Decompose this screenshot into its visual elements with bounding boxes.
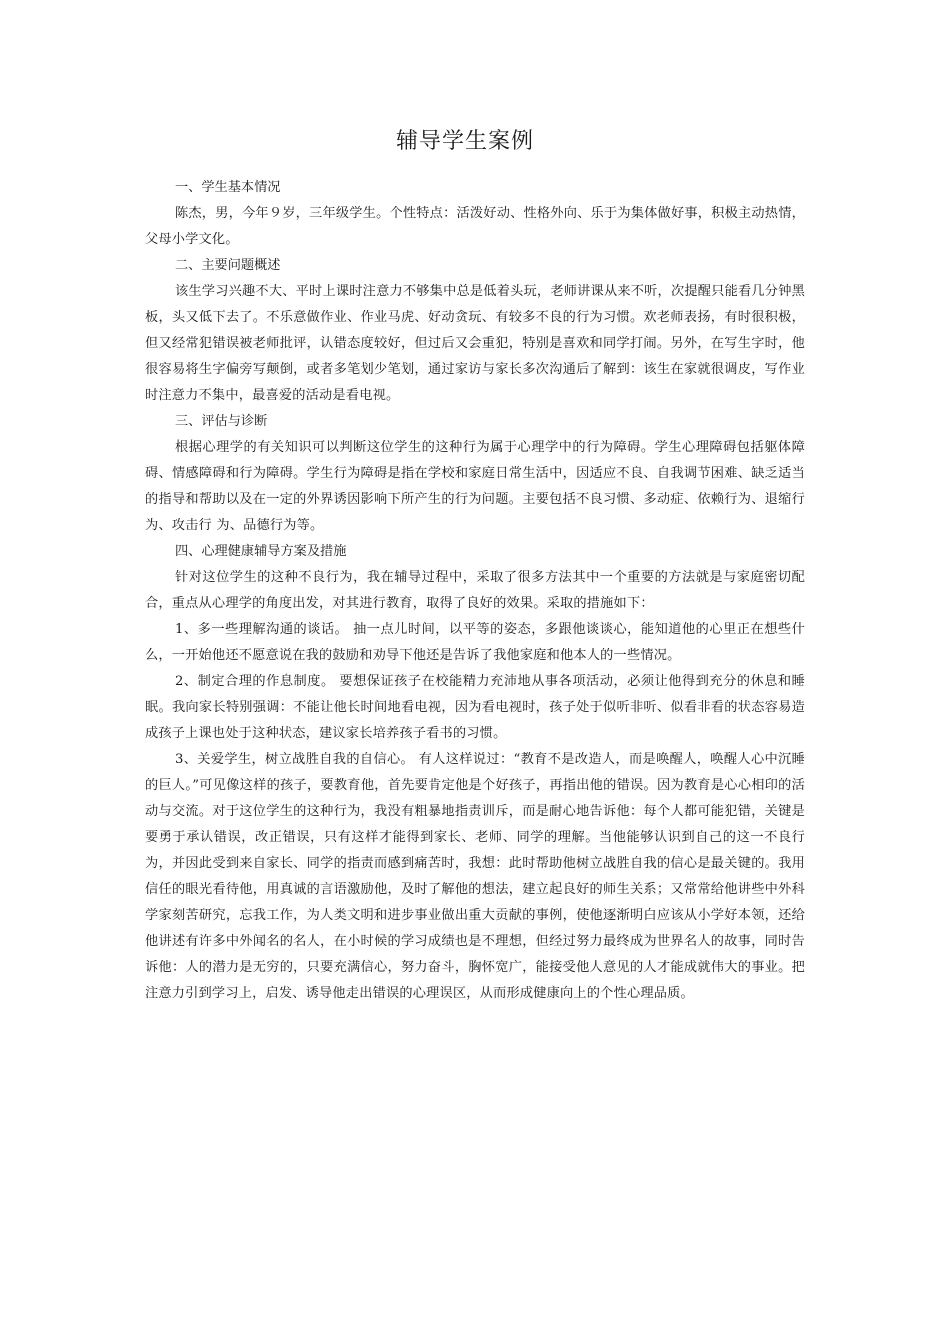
paragraph-measure-1: 1、多一些理解沟通的谈话。 抽一点儿时间，以平等的姿态，多跟他谈谈心，能知道他的心里正在想些什么，一开始他还不愿意说在我的鼓励和劝导下他还是告诉了我他家庭和他本人的一些情况。 (145, 622, 805, 663)
paragraph-plan-intro: 针对这位学生的这种不良行为，我在辅导过程中，采取了很多方法其中一个重要的方法就是与家庭密切配合，重点从心理学的角度出发，对其进行教育，取得了良好的效果。采取的措施如下： (145, 570, 805, 611)
section-heading-basic-info: 一、学生基本情况 (175, 180, 281, 195)
section-heading-main-problems: 二、主要问题概述 (175, 258, 281, 273)
document-title: 辅导学生案例 (395, 129, 534, 154)
paragraph-basic-info: 陈杰，男，今年９岁，三年级学生。个性特点：活泼好动、性格外向、乐于为集体做好事，积极主动热情，父母小学文化。 (145, 206, 805, 247)
paragraph-assessment: 根据心理学的有关知识可以判断这位学生的这种行为属于心理学中的行为障碍。学生心理障碍包括躯体障碍、情感障碍和行为障碍。学生行为障碍是指在学校和家庭日常生活中，因适应不良、自我调节困难、缺乏适当的指导和帮助以及在一定的外界诱因影响下所产生的行为问题。主要包括不良习惯、多动症、依赖行为、退缩行为、攻击行 为、品德行为等。 (145, 440, 805, 533)
paragraph-measure-3: 3、关爱学生，树立战胜自我的自信心。 有人这样说过：“教育不是改造人，而是唤醒人，唤醒人心中沉睡的巨人。”可见像这样的孩子，要教育他，首先要肯定他是个好孩子，再指出他的错误。因为教育是心心相印的活动与交流。对于这位学生的这种行为，我没有粗暴地指责训斥，而是耐心地告诉他：每个人都可能犯错，关键是要勇于承认错误，改正错误，只有这样才能得到家长、老师、同学的理解。当他能够认识到自己的这一不良行为，并因此受到来自家长、同学的指责而感到痛苦时，我想：此时帮助他树立战胜自我的信心是最关键的。我用信任的眼光看待他，用真诚的言语激励他，及时了解他的想法，建立起良好的师生关系；又常常给他讲些中外科学家刻苦研究，忘我工作，为人类文明和进步事业做出重大贡献的事例，使他逐渐明白应该从小学好本领，还给他讲述有许多中外闻名的名人，在小时候的学习成绩也是不理想，但经过努力最终成为世界名人的故事，同时告诉他：人的潜力是无穷的，只要充满信心，努力奋斗，胸怀宽广，能接受他人意见的人才能成就伟大的事业。把注意力引到学习上，启发、诱导他走出错误的心理误区，从而形成健康向上的个性心理品质。 (145, 752, 805, 1001)
section-heading-plan: 四、心理健康辅导方案及措施 (175, 544, 347, 559)
paragraph-measure-2: 2、制定合理的作息制度。 要想保证孩子在校能精力充沛地从事各项活动，必须让他得到充分的休息和睡眠。我向家长特别强调：不能让他长时间地看电视，因为看电视时，孩子处于似听非听、似看非看的状态容易造成孩子上课也处于这种状态，建议家长培养孩子看书的习惯。 (145, 674, 805, 741)
document-body (145, 175, 805, 1007)
paragraph-main-problems: 该生学习兴趣不大、平时上课时注意力不够集中总是低着头玩，老师讲课从来不听，次提醒只能看几分钟黑板，头又低下去了。不乐意做作业、作业马虎、好动贪玩、有较多不良的行为习惯。欢老师表扬，有时很积极，但又经常犯错误被老师批评，认错态度较好，但过后又会重犯，特别是喜欢和同学打闹。另外，在写生字时，他很容易将生字偏旁写颠倒，或者多笔划少笔划，通过家访与家长多次沟通后了解到：该生在家就很调皮，写作业时注意力不集中，最喜爱的活动是看电视。 (145, 284, 805, 403)
section-heading-assessment: 三、评估与诊断 (175, 414, 268, 429)
